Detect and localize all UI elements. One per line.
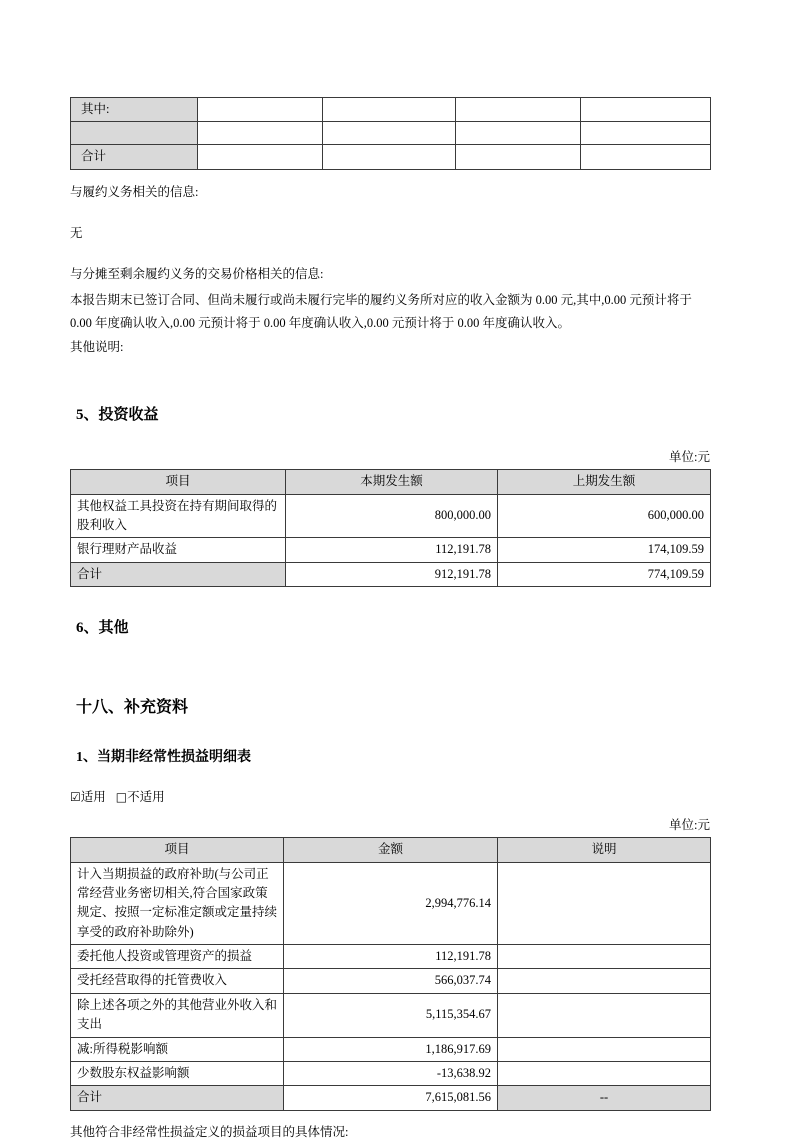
fulfillment-paragraph: 本报告期末已签订合同、但尚未履行或尚未履行完毕的履约义务所对应的收入金额为 0.00 元,其中,0.00 元预计将于 0.00 年度确认收入,0.00 元预计将于 0.00 年度确认收入,0.00 元预计将于 0.00 年度确认收入。 (70, 292, 692, 330)
table-row (71, 1061, 711, 1085)
amount-cell: -13,638.92 (284, 1061, 498, 1085)
fulfillment-info-title: 与履约义务相关的信息: (70, 184, 199, 199)
note-cell (498, 1037, 711, 1061)
current-amount-cell: 800,000.00 (286, 494, 498, 538)
note-cell (498, 969, 711, 993)
applicable-line (70, 787, 710, 805)
total-row (71, 562, 711, 586)
amount-cell: 2,994,776.14 (284, 862, 498, 945)
unchecked-checkbox-icon: □ (115, 790, 128, 805)
applicable-label: 适用 (80, 790, 106, 805)
item-cell: 受托经营取得的托管费收入 (71, 969, 284, 993)
prior-amount-cell: 174,109.59 (498, 538, 711, 562)
other-note-label: 其他说明: (70, 339, 124, 354)
table-header-row (71, 838, 711, 862)
item-cell: 委托他人投资或管理资产的损益 (71, 945, 284, 969)
total-row (71, 1086, 711, 1110)
note-cell: -- (498, 1086, 711, 1110)
total-label-cell: 合计 (71, 562, 286, 586)
table-row (71, 945, 711, 969)
unit-label: 单位:元 (669, 818, 710, 833)
note-cell (498, 862, 711, 945)
empty-cell (323, 122, 456, 145)
table-row (71, 98, 711, 122)
total-row-label-cell: 合计 (71, 145, 198, 169)
section5-heading: 5、投资收益 (76, 407, 159, 424)
item-cell: 计入当期损益的政府补助(与公司正常经营业务密切相关,符合国家政策规定、按照一定标准定额或定量持续享受的政府补助除外) (71, 862, 284, 945)
table-header-row (71, 470, 711, 494)
current-amount-cell: 912,191.78 (286, 562, 498, 586)
empty-cell (456, 98, 581, 122)
table-row (71, 538, 711, 562)
column-header: 说明 (498, 838, 711, 862)
amount-cell: 5,115,354.67 (284, 993, 498, 1037)
column-header: 金额 (284, 838, 498, 862)
note-cell (498, 1061, 711, 1085)
table-row (71, 969, 711, 993)
prior-amount-cell: 774,109.59 (498, 562, 711, 586)
none-label: 无 (70, 226, 83, 241)
empty-cell (456, 145, 581, 169)
empty-cell (581, 122, 711, 145)
row-label-cell (71, 122, 198, 145)
table-row (71, 145, 711, 169)
nonrecurring-items-table (70, 837, 711, 1111)
note-cell (498, 945, 711, 969)
current-amount-cell: 112,191.78 (286, 538, 498, 562)
investment-income-table (70, 469, 711, 587)
column-header: 项目 (71, 470, 286, 494)
note-cell (498, 993, 711, 1037)
row-label-cell: 其中: (71, 98, 198, 122)
section18-sub1-heading: 1、当期非经常性损益明细表 (76, 750, 251, 766)
footer-note: 其他符合非经常性损益定义的损益项目的具体情况: (70, 1124, 349, 1139)
section6-heading: 6、其他 (76, 620, 129, 637)
section18-heading: 十八、补充资料 (76, 699, 189, 717)
table-row (71, 494, 711, 538)
item-cell: 银行理财产品收益 (71, 538, 286, 562)
contract-summary-table (70, 97, 711, 170)
prior-amount-cell: 600,000.00 (498, 494, 711, 538)
item-cell: 其他权益工具投资在持有期间取得的股利收入 (71, 494, 286, 538)
empty-cell (581, 98, 711, 122)
item-cell: 减:所得税影响额 (71, 1037, 284, 1061)
amount-cell: 112,191.78 (284, 945, 498, 969)
item-cell: 少数股东权益影响额 (71, 1061, 284, 1085)
table-row (71, 1037, 711, 1061)
table-row (71, 122, 711, 145)
amount-cell: 1,186,917.69 (284, 1037, 498, 1061)
amount-cell: 7,615,081.56 (284, 1086, 498, 1110)
total-label-cell: 合计 (71, 1086, 284, 1110)
empty-cell (323, 98, 456, 122)
column-header: 项目 (71, 838, 284, 862)
amount-cell: 566,037.74 (284, 969, 498, 993)
price-allocation-title: 与分摊至剩余履约义务的交易价格相关的信息: (70, 266, 324, 281)
not-applicable-label: 不适用 (127, 790, 165, 805)
empty-cell (198, 145, 323, 169)
column-header: 本期发生额 (286, 470, 498, 494)
checked-checkbox-icon: ☑ (70, 790, 81, 805)
empty-cell (581, 145, 711, 169)
column-header: 上期发生额 (498, 470, 711, 494)
empty-cell (198, 122, 323, 145)
empty-cell (198, 98, 323, 122)
table-row (71, 993, 711, 1037)
empty-cell (456, 122, 581, 145)
item-cell: 除上述各项之外的其他营业外收入和支出 (71, 993, 284, 1037)
table-row (71, 862, 711, 945)
unit-label: 单位:元 (669, 450, 710, 465)
document-content (70, 97, 710, 1142)
empty-cell (323, 145, 456, 169)
